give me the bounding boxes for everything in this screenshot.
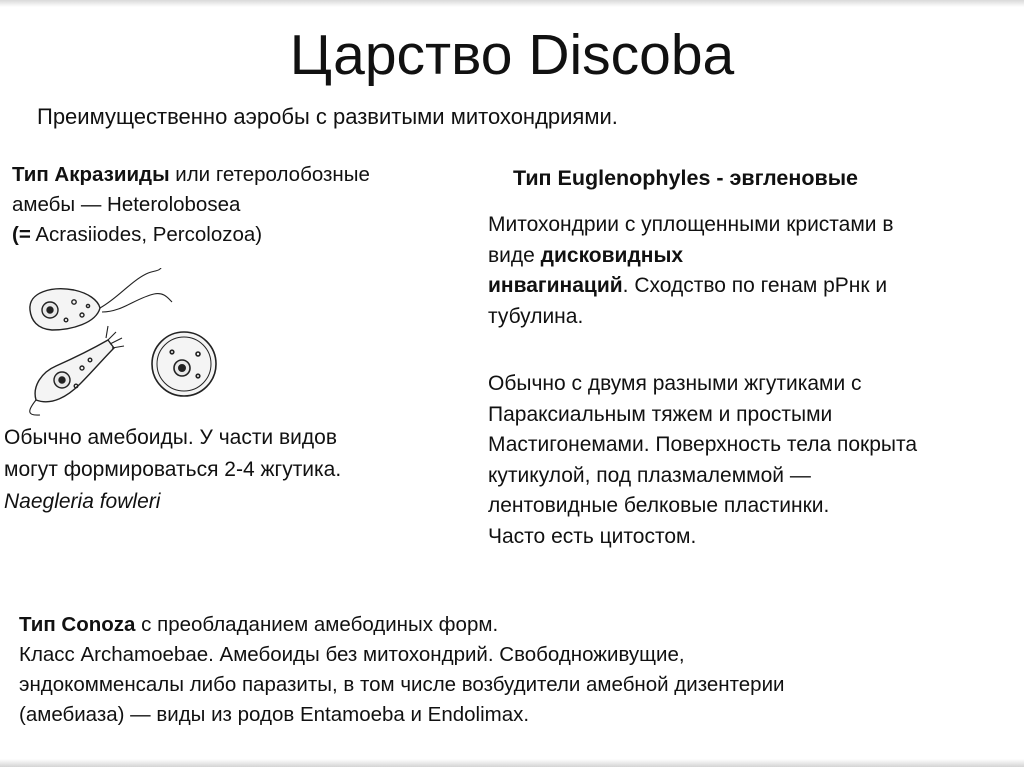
euglenophyles-paragraph-2 [488, 369, 917, 552]
acrasiids-synonyms: Acrasiiodes, Percolozoa) [30, 223, 263, 246]
conoza-line-4: (амебиаза) — виды из родов Entamoeba и Endolimax. [19, 703, 530, 726]
conoza-line-1 [19, 610, 784, 640]
eug-p2-line-1: Обычно с двумя разными жгутиками с [488, 372, 862, 395]
conoza-block [19, 610, 784, 730]
eug-p2-line-2: Параксиальным тяжем и простыми [488, 402, 833, 426]
eug-p2-line-5: лентовидные белковые пластинки. [488, 494, 830, 517]
eug-p1-line-3 [488, 271, 894, 302]
conoza-type-label: Тип Conoza [19, 613, 136, 636]
flagellate-cell [30, 268, 172, 330]
acrasiids-line-3 [12, 220, 370, 250]
slide-subtitle: Преимущественно аэробы с развитыми митохондриями. [37, 104, 618, 129]
acrasiids-heading-block [12, 160, 370, 250]
cyst-cell [152, 332, 216, 396]
acrasiids-desc-line-2: могут формироваться 2-4 жгутика. [4, 458, 342, 481]
acrasiids-type-rest: или гетеролобозные [169, 163, 370, 186]
top-shadow [0, 0, 1024, 7]
acrasiids-line-1 [12, 160, 370, 190]
acrasiids-desc-line-1: Обычно амебоиды. У части видов [4, 426, 337, 449]
euglenophyles-paragraph-1 [488, 210, 894, 332]
eug-p1-line-4: тубулина. [488, 304, 584, 328]
acrasiids-type-label: Тип Акразииды [12, 163, 170, 186]
eug-p1-line-1: Митохондрии с уплощенными кристами в [488, 213, 894, 236]
eug-p2-line-3: Мастигонемами. Поверхность тела покрыта [488, 433, 918, 456]
eug-p2-line-6: Часто есть цитостом. [488, 524, 697, 548]
species-name: Naegleria fowleri [4, 490, 161, 513]
conoza-line-3: эндокомменсалы либо паразиты, в том числе возбудители амебной дизентерии [19, 673, 785, 696]
conoza-type-rest: с преобладанием амебодиных форм. [135, 613, 499, 636]
eug-p1-line-3-rest: . Сходство по генам рРнк и [622, 274, 888, 297]
acrasiids-description [4, 422, 341, 518]
conoza-line-2: Класс Archamoebae. Амебоиды без митохондрий. Свободноживущие, [19, 643, 685, 666]
eug-p1-line-2-pre: виде [488, 243, 541, 267]
acrasiids-equals: (= [12, 223, 31, 246]
slide-title: Царство Discoba [289, 23, 735, 87]
eug-p2-line-4: кутикулой, под плазмалеммой — [488, 463, 811, 487]
naegleria-illustration [22, 268, 262, 418]
amoeboid-cell [30, 326, 124, 415]
eug-p1-line-3-bold: инвагинаций [488, 274, 623, 297]
acrasiids-line-2: амебы — Heterolobosea [12, 193, 241, 216]
eug-p1-line-2 [488, 241, 894, 272]
eug-p1-line-2-bold: дисковидных [540, 243, 684, 267]
euglenophyles-heading: Тип Euglenophyles - эвгленовые [513, 166, 859, 190]
bottom-shadow [0, 759, 1024, 767]
acrasiids-species [4, 486, 341, 518]
